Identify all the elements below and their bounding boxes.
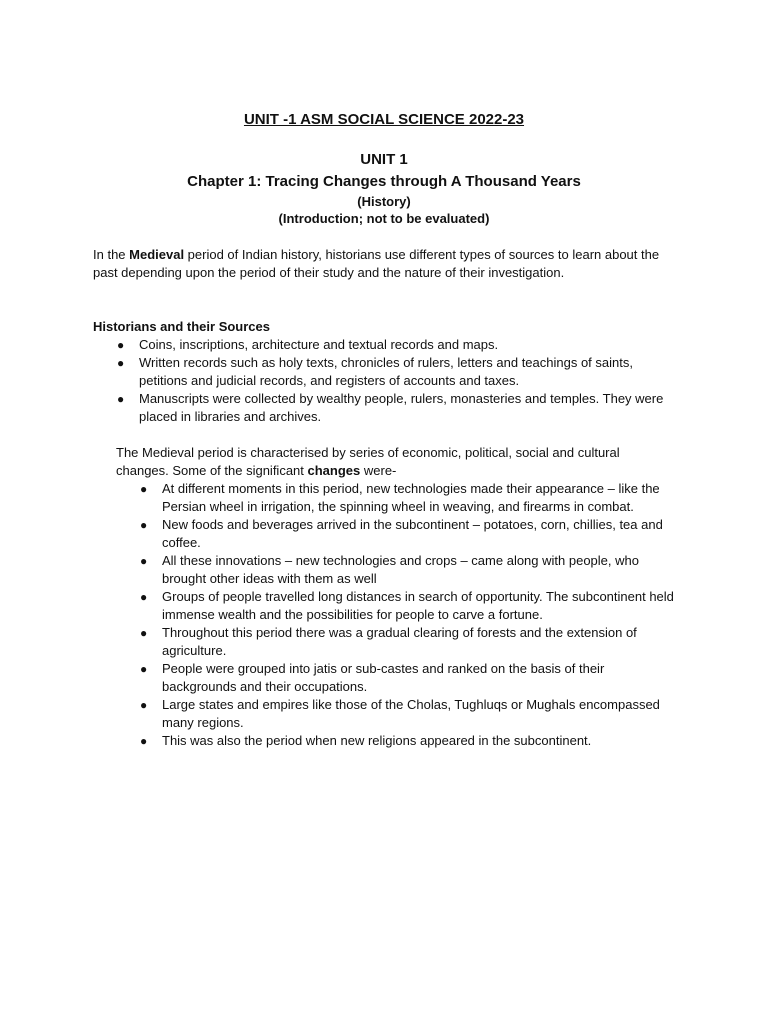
changes-list: [140, 480, 674, 750]
list-item: [140, 588, 674, 624]
list-item: [117, 336, 674, 354]
evaluation-note: (Introduction; not to be evaluated): [278, 211, 490, 226]
bullet-icon: ●: [140, 626, 148, 640]
bullet-icon: ●: [140, 482, 148, 496]
bullet-icon: ●: [117, 338, 125, 352]
list-item-text: Manuscripts were collected by wealthy people, rulers, monasteries and temples. They were placed in libraries and archives.: [139, 391, 664, 424]
document-title: UNIT -1 ASM SOCIAL SCIENCE 2022-23: [243, 111, 525, 128]
intro-prefix: In the: [93, 247, 130, 262]
bullet-icon: ●: [140, 590, 148, 604]
list-item-text: All these innovations – new technologies and crops – came along with people, who brought other ideas with them as well: [162, 553, 639, 586]
list-item-text: Large states and empires like those of the Cholas, Tughluqs or Mughals encompassed many regions.: [162, 697, 660, 730]
bullet-icon: ●: [140, 518, 148, 532]
list-item: [140, 552, 674, 588]
medieval-suffix: were-: [360, 463, 397, 478]
subject-label: (History): [357, 194, 411, 209]
unit-heading: UNIT 1: [360, 151, 408, 168]
intro-bold-word: Medieval: [129, 247, 185, 262]
chapter-heading: Chapter 1: Tracing Changes through A Thousand Years: [187, 173, 581, 190]
list-item-text: Written records such as holy texts, chronicles of rulers, letters and teachings of saints, petitions and judicial records, and registers of accounts and taxes.: [139, 355, 633, 388]
list-item: [140, 516, 674, 552]
list-item-text: People were grouped into jatis or sub-castes and ranked on the basis of their backgrounds and their occupations.: [162, 661, 605, 694]
list-item: [117, 354, 674, 390]
bullet-icon: ●: [140, 698, 148, 712]
list-item-text: Groups of people travelled long distances in search of opportunity. The subcontinent held immense wealth and the possibilities for people to carve a fortune.: [162, 589, 674, 622]
list-item-text: At different moments in this period, new technologies made their appearance – like the Persian wheel in irrigation, the spinning wheel in weaving, and firearms in combat.: [162, 481, 660, 514]
list-item-text: New foods and beverages arrived in the subcontinent – potatoes, corn, chillies, tea and coffee.: [162, 517, 663, 550]
list-item: [140, 480, 674, 516]
bullet-icon: ●: [140, 734, 148, 748]
bullet-icon: ●: [140, 662, 148, 676]
bullet-icon: ●: [140, 554, 148, 568]
intro-rest: period of Indian history, historians use different types of sources to learn about the past depending upon the period of their study and the nature of their investigation.: [93, 247, 660, 280]
list-item: [140, 696, 674, 732]
medieval-bold-word: changes: [307, 463, 361, 478]
bullet-icon: ●: [117, 356, 125, 370]
list-item: [117, 390, 674, 426]
medieval-text: The Medieval period is characterised by series of economic, political, social and cultural changes. Some of the significant: [116, 445, 620, 478]
list-item-text: Throughout this period there was a gradual clearing of forests and the extension of agriculture.: [162, 625, 637, 658]
sources-heading: Historians and their Sources: [93, 319, 270, 334]
list-item: [140, 624, 674, 660]
intro-paragraph: [93, 246, 673, 282]
list-item-text: This was also the period when new religions appeared in the subcontinent.: [162, 733, 592, 748]
list-item: [140, 732, 674, 750]
medieval-paragraph: [116, 444, 674, 480]
list-item: [140, 660, 674, 696]
bullet-icon: ●: [117, 392, 125, 406]
list-item-text: Coins, inscriptions, architecture and textual records and maps.: [139, 337, 499, 352]
sources-list: [117, 336, 674, 426]
